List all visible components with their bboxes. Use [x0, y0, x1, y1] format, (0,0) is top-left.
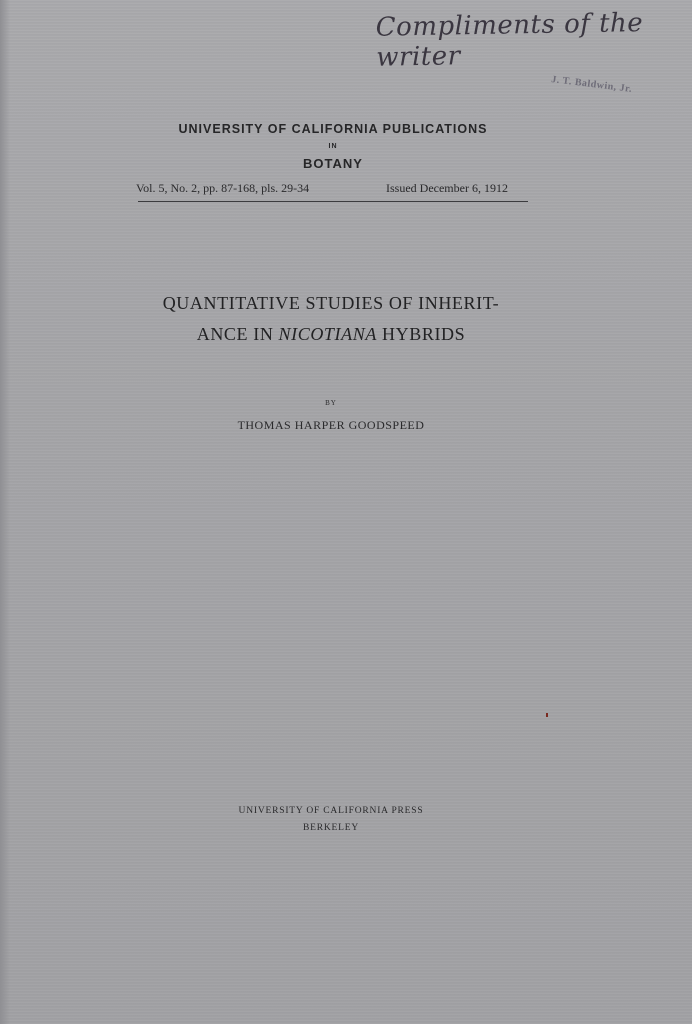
title-line-1: QUANTITATIVE STUDIES OF INHERIT- [162, 293, 500, 313]
owner-stamp: J. T. Baldwin, Jr. [550, 74, 633, 95]
issued-date: Issued December 6, 1912 [386, 181, 508, 195]
paper-speck [546, 713, 548, 717]
series-preposition: IN [328, 143, 338, 150]
title-line-2 [0, 319, 662, 350]
document-title [0, 288, 662, 350]
publisher-name: UNIVERSITY OF CALIFORNIA PRESS [238, 806, 424, 816]
cover-edge-shadow [0, 0, 10, 1024]
header-rule [138, 201, 528, 202]
author-name: THOMAS HARPER GOODSPEED [237, 418, 425, 432]
title-genus: NICOTIANA [278, 324, 377, 344]
publisher-city: BERKELEY [302, 823, 359, 833]
series-title: UNIVERSITY OF CALIFORNIA PUBLICATIONS [178, 122, 488, 136]
handwritten-inscription: Compliments of the writer [375, 8, 644, 73]
series-subject: BOTANY [303, 156, 363, 171]
by-label: BY [325, 399, 337, 407]
volume-line: Vol. 5, No. 2, pp. 87-168, pls. 29-34 [136, 181, 310, 195]
title-line-2-start: ANCE IN [196, 324, 279, 344]
title-line-2-end: HYBRIDS [376, 324, 466, 344]
